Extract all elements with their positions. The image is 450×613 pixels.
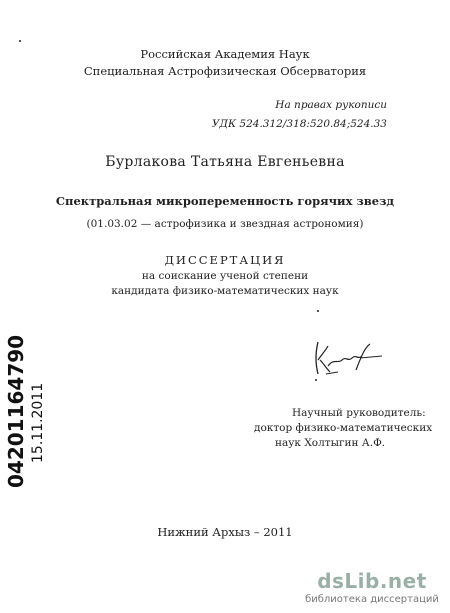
- scan-speck: [317, 310, 319, 312]
- specialty-code: (01.03.02 — астрофизика и звездная астрономия): [86, 218, 364, 230]
- degree-line-1: на соискание ученой степени: [141, 270, 309, 282]
- watermark-logo: dsLib.net: [317, 569, 427, 593]
- advisor-label: Научный руководитель:: [292, 407, 426, 419]
- archive-code: 04201164790: [4, 334, 28, 488]
- rights-note: На правах рукописи: [275, 99, 387, 111]
- city-year: Нижний Архыз – 2011: [157, 525, 293, 539]
- degree-line-2: кандидата физико-математических наук: [111, 285, 339, 297]
- institution-name: Российская Академия Наук: [140, 47, 310, 61]
- watermark-caption: библиотека диссертаций: [305, 594, 439, 605]
- scan-speck: [315, 379, 317, 381]
- scan-speck: [19, 40, 21, 42]
- udc-code: УДК 524.312/318:520.84;524.33: [211, 118, 387, 130]
- observatory-name: Специальная Астрофизическая Обсерватория: [83, 64, 367, 78]
- watermark: [302, 569, 442, 605]
- archive-date: 15.11.2011: [30, 382, 46, 463]
- author-name: Бурлакова Татьяна Евгеньевна: [105, 154, 345, 170]
- signature-icon: [312, 336, 384, 378]
- dissertation-label: ДИССЕРТАЦИЯ: [164, 253, 286, 267]
- advisor-name: наук Холтыгин А.Ф.: [275, 437, 386, 449]
- dissertation-title: Спектральная микропеременность горячих звезд: [55, 194, 395, 208]
- advisor-degree: доктор физико-математических: [254, 422, 433, 434]
